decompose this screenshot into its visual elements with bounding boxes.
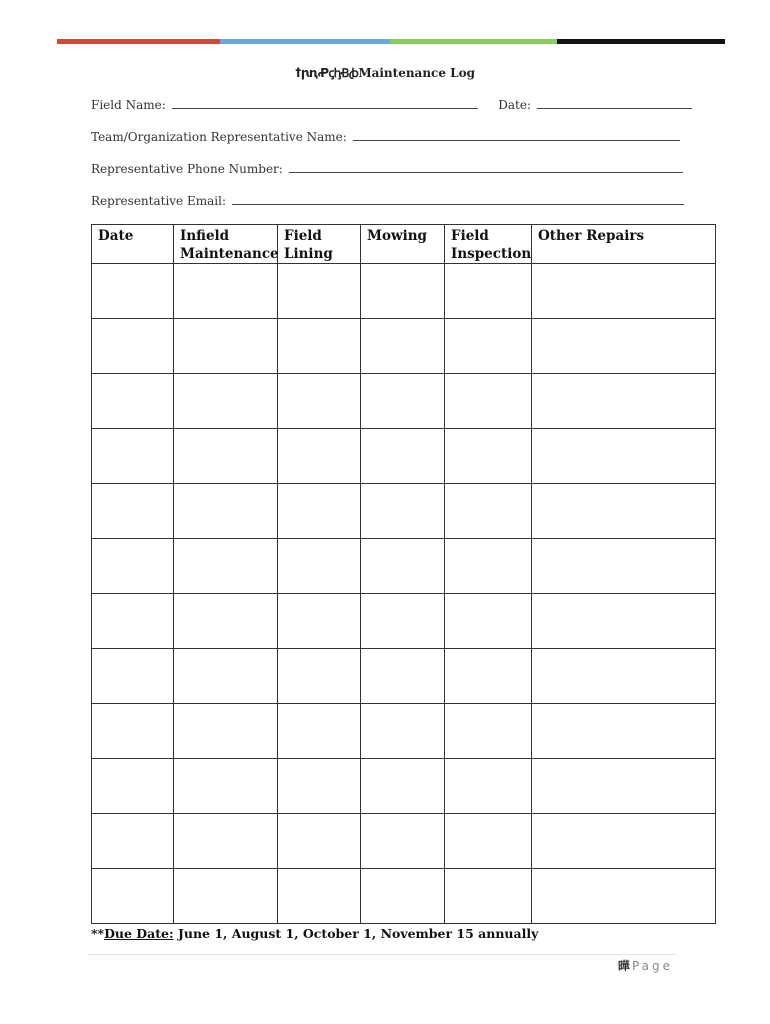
maintenance-log-table [91, 224, 716, 924]
due-date-label: Due Date: [104, 926, 174, 941]
date-blank[interactable] [537, 97, 692, 109]
cell-mowing[interactable] [361, 429, 445, 484]
cell-mowing[interactable] [361, 319, 445, 374]
col-header-field-inspection: Field Inspection [445, 225, 532, 264]
cell-infield-maintenance[interactable] [174, 484, 278, 539]
page-word: Page [631, 959, 673, 973]
cell-infield-maintenance[interactable] [174, 869, 278, 924]
cell-date[interactable] [92, 759, 174, 814]
cell-other-repairs[interactable] [532, 429, 716, 484]
cell-field-inspection[interactable] [445, 429, 532, 484]
cell-infield-maintenance[interactable] [174, 319, 278, 374]
cell-field-inspection[interactable] [445, 319, 532, 374]
cell-date[interactable] [92, 594, 174, 649]
table-row [92, 429, 716, 484]
title-main: Maintenance Log [358, 66, 476, 80]
team-rep-blank[interactable] [353, 129, 680, 141]
table-row [92, 484, 716, 539]
team-rep-line [91, 129, 680, 144]
cell-mowing[interactable] [361, 374, 445, 429]
team-rep-label: Team/Organization Representative Name: [91, 130, 347, 144]
cell-infield-maintenance[interactable] [174, 649, 278, 704]
cell-field-inspection[interactable] [445, 539, 532, 594]
cell-field-inspection[interactable] [445, 869, 532, 924]
cell-other-repairs[interactable] [532, 814, 716, 869]
cell-date[interactable] [92, 374, 174, 429]
cell-field-inspection[interactable] [445, 704, 532, 759]
color-bar-black [557, 39, 725, 44]
cell-field-inspection[interactable] [445, 814, 532, 869]
field-name-line [91, 97, 692, 112]
cell-field-inspection[interactable] [445, 264, 532, 319]
cell-infield-maintenance[interactable] [174, 264, 278, 319]
cell-field-lining[interactable] [278, 759, 361, 814]
email-label: Representative Email: [91, 194, 226, 208]
table-row [92, 814, 716, 869]
cell-other-repairs[interactable] [532, 539, 716, 594]
cell-other-repairs[interactable] [532, 484, 716, 539]
table-row [92, 869, 716, 924]
due-date-text: June 1, August 1, October 1, November 15 annually [173, 926, 539, 941]
table-row [92, 704, 716, 759]
cell-date[interactable] [92, 869, 174, 924]
cell-field-inspection[interactable] [445, 759, 532, 814]
cell-date[interactable] [92, 539, 174, 594]
table-row [92, 539, 716, 594]
cell-field-inspection[interactable] [445, 484, 532, 539]
title-prefix: ꝉꞃꞑꝒꞔꞕꞖꞗ [294, 66, 359, 80]
cell-infield-maintenance[interactable] [174, 374, 278, 429]
cell-infield-maintenance[interactable] [174, 594, 278, 649]
cell-other-repairs[interactable] [532, 319, 716, 374]
cell-field-lining[interactable] [278, 814, 361, 869]
col-header-field-lining: Field Lining [278, 225, 361, 264]
cell-other-repairs[interactable] [532, 869, 716, 924]
cell-other-repairs[interactable] [532, 704, 716, 759]
col-header-other-repairs: Other Repairs [532, 225, 716, 264]
cell-field-lining[interactable] [278, 319, 361, 374]
cell-infield-maintenance[interactable] [174, 759, 278, 814]
cell-mowing[interactable] [361, 484, 445, 539]
cell-mowing[interactable] [361, 814, 445, 869]
cell-date[interactable] [92, 264, 174, 319]
cell-mowing[interactable] [361, 869, 445, 924]
color-bar-green [390, 39, 557, 44]
due-date-prefix: ** [91, 926, 105, 941]
cell-infield-maintenance[interactable] [174, 814, 278, 869]
col-header-infield-maintenance: Infield Maintenance [174, 225, 278, 264]
cell-infield-maintenance[interactable] [174, 429, 278, 484]
cell-date[interactable] [92, 429, 174, 484]
cell-field-inspection[interactable] [445, 374, 532, 429]
cell-field-lining[interactable] [278, 649, 361, 704]
cell-mowing[interactable] [361, 704, 445, 759]
table-row [92, 759, 716, 814]
cell-field-lining[interactable] [278, 704, 361, 759]
cell-mowing[interactable] [361, 264, 445, 319]
cell-field-lining[interactable] [278, 539, 361, 594]
table-row [92, 319, 716, 374]
field-name-label: Field Name: [91, 98, 166, 112]
page-footer [618, 957, 673, 974]
page-number: 曄 [617, 959, 630, 973]
table-row [92, 594, 716, 649]
cell-date[interactable] [92, 484, 174, 539]
table-row [92, 374, 716, 429]
cell-other-repairs[interactable] [532, 649, 716, 704]
cell-other-repairs[interactable] [532, 264, 716, 319]
table-row [92, 649, 716, 704]
cell-field-lining[interactable] [278, 484, 361, 539]
email-line [91, 193, 684, 208]
col-header-date: Date [92, 225, 174, 264]
cell-mowing[interactable] [361, 649, 445, 704]
page-title [0, 64, 770, 81]
table-row [92, 264, 716, 319]
cell-infield-maintenance[interactable] [174, 704, 278, 759]
cell-date[interactable] [92, 814, 174, 869]
cell-date[interactable] [92, 704, 174, 759]
color-bar-red [57, 39, 220, 44]
header-color-bar [57, 39, 725, 44]
cell-mowing[interactable] [361, 539, 445, 594]
cell-other-repairs[interactable] [532, 759, 716, 814]
table-body [92, 264, 716, 924]
cell-other-repairs[interactable] [532, 594, 716, 649]
phone-blank[interactable] [289, 161, 683, 173]
col-header-mowing: Mowing [361, 225, 445, 264]
date-label: Date: [498, 98, 532, 112]
cell-field-inspection[interactable] [445, 649, 532, 704]
table-header-row [92, 225, 716, 264]
cell-field-inspection[interactable] [445, 594, 532, 649]
phone-label: Representative Phone Number: [91, 162, 283, 176]
cell-infield-maintenance[interactable] [174, 539, 278, 594]
cell-mowing[interactable] [361, 594, 445, 649]
cell-field-lining[interactable] [278, 869, 361, 924]
due-date-note [91, 926, 538, 941]
cell-field-lining[interactable] [278, 429, 361, 484]
footer-divider [88, 954, 676, 955]
cell-field-lining[interactable] [278, 594, 361, 649]
cell-date[interactable] [92, 319, 174, 374]
cell-other-repairs[interactable] [532, 374, 716, 429]
color-bar-blue [220, 39, 390, 44]
field-name-blank[interactable] [172, 97, 478, 109]
cell-mowing[interactable] [361, 759, 445, 814]
cell-field-lining[interactable] [278, 264, 361, 319]
email-blank[interactable] [232, 193, 684, 205]
cell-field-lining[interactable] [278, 374, 361, 429]
phone-line [91, 161, 683, 176]
cell-date[interactable] [92, 649, 174, 704]
